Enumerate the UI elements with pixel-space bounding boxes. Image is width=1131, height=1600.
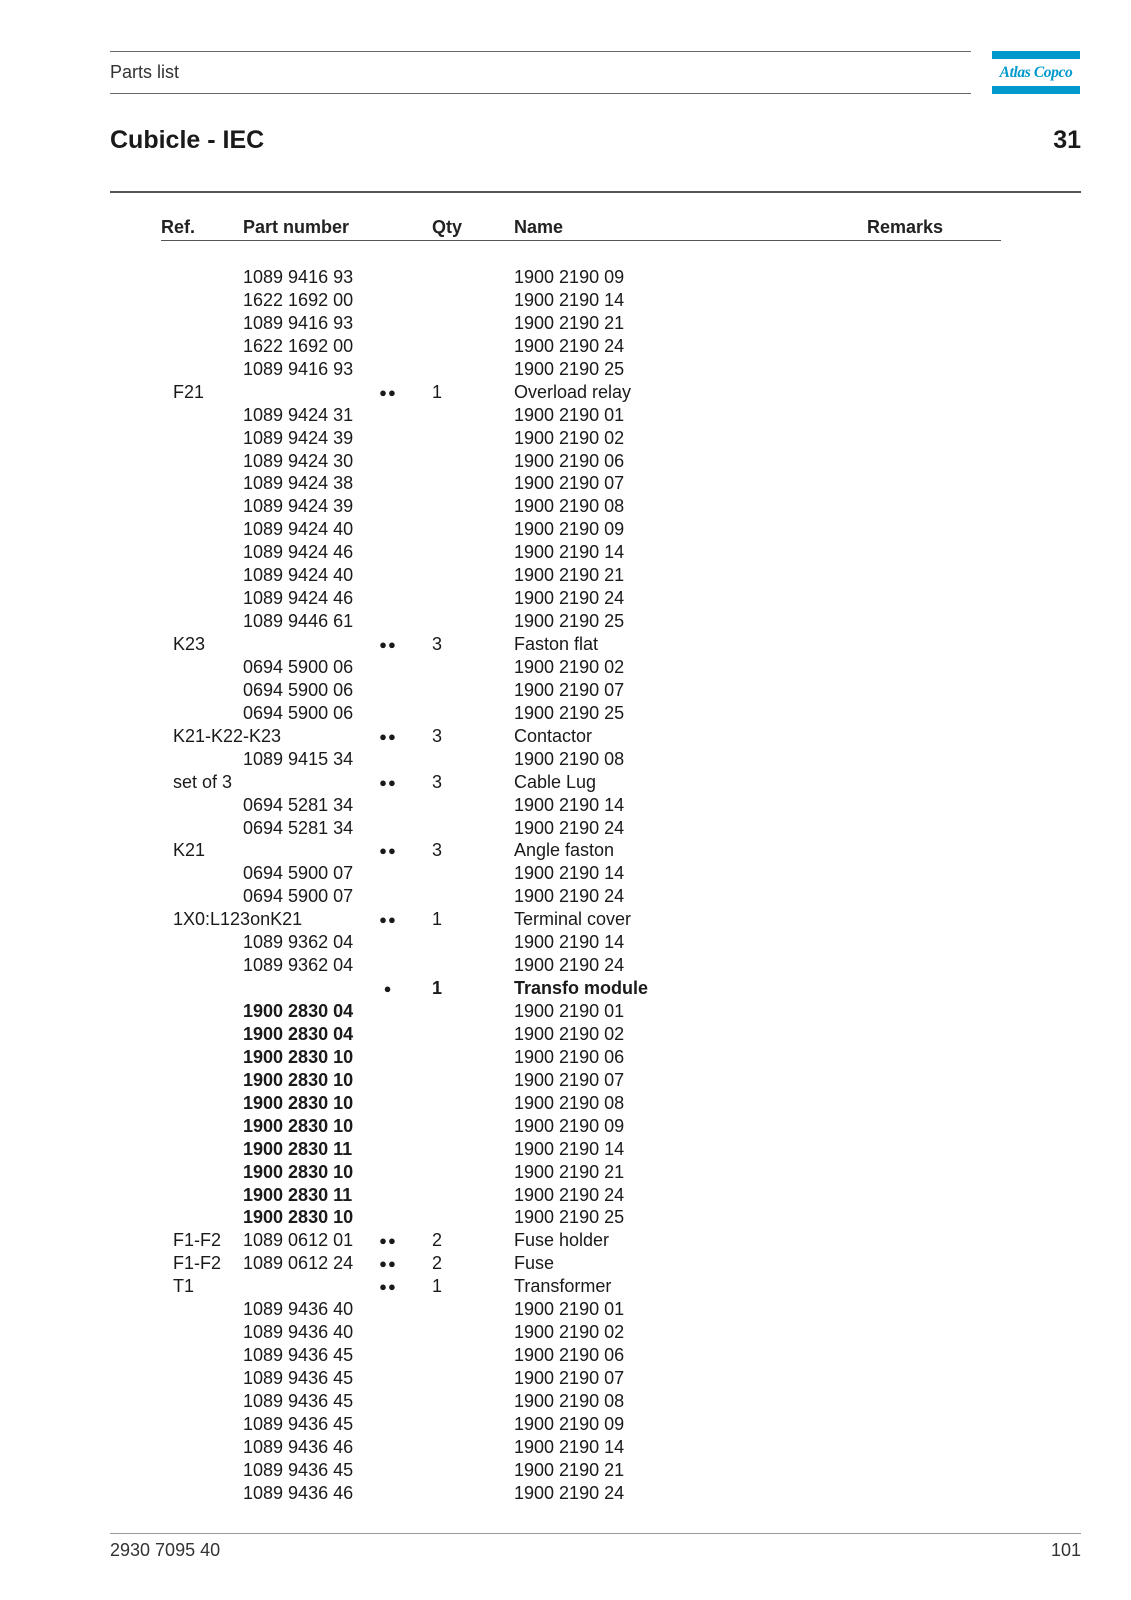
table-row [0, 839, 1131, 862]
table-row [0, 1023, 1131, 1046]
name-cell: Transfo module [514, 978, 649, 999]
interchangeability-marker: ●● [379, 728, 397, 744]
name-cell: 1900 2190 25 [514, 611, 625, 632]
logo-top-bar [992, 51, 1080, 59]
part-number-cell: 1089 9362 04 [243, 932, 354, 953]
table-row [0, 564, 1131, 587]
table-row [0, 450, 1131, 473]
table-row [0, 541, 1131, 564]
name-cell: 1900 2190 01 [514, 404, 625, 425]
part-number-cell: 1089 9424 40 [243, 565, 354, 586]
part-number-cell: 1089 9416 93 [243, 358, 354, 379]
table-row [0, 931, 1131, 954]
part-number-cell: 1089 9436 45 [243, 1345, 354, 1366]
part-number-cell: 1900 2830 04 [243, 1001, 354, 1021]
table-row [0, 289, 1131, 312]
table-row [0, 1344, 1131, 1367]
part-number-cell: 1622 1692 00 [243, 335, 354, 356]
part-number-cell: 1900 2830 11 [243, 1184, 353, 1205]
name-cell: 1900 2190 09 [514, 267, 625, 287]
name-cell: 1900 2190 07 [514, 1368, 625, 1388]
ref-cell: F1-F2 [173, 1230, 222, 1251]
name-cell: 1900 2190 24 [514, 1184, 625, 1205]
ref-cell: set of 3 [173, 771, 233, 792]
table-row [0, 1092, 1131, 1115]
document-number: 2930 7095 40 [110, 1540, 221, 1560]
footer-rule [110, 1533, 1081, 1534]
table-row [0, 702, 1131, 725]
name-cell: 1900 2190 02 [514, 1023, 625, 1044]
table-row [0, 335, 1131, 358]
column-header-name: Name [514, 217, 564, 237]
ref-cell: F21 [173, 381, 205, 402]
table-row [0, 1413, 1131, 1436]
table-row [0, 633, 1131, 656]
name-cell: 1900 2190 09 [514, 519, 625, 540]
table-row [0, 1275, 1131, 1298]
table-row [0, 1206, 1131, 1229]
name-cell: 1900 2190 06 [514, 450, 625, 471]
ref-cell: K21-K22-K23 [173, 725, 282, 746]
part-number-cell: 1622 1692 00 [243, 289, 354, 310]
table-row [0, 472, 1131, 495]
part-number-cell: 1900 2830 11 [243, 1138, 353, 1159]
table-row [0, 1000, 1131, 1023]
header-bottom-rule [110, 93, 971, 94]
name-cell: Angle faston [514, 840, 615, 861]
name-cell: Fuse [514, 1253, 555, 1274]
part-number-cell: 1089 9424 38 [243, 473, 354, 494]
name-cell: 1900 2190 25 [514, 1207, 625, 1228]
page-number: 101 [1050, 1540, 1081, 1560]
column-header-ref: Ref. [161, 217, 196, 237]
part-number-cell: 1089 9436 45 [243, 1413, 354, 1434]
name-cell: 1900 2190 06 [514, 1046, 625, 1067]
interchangeability-marker: ●● [379, 774, 397, 790]
table-row [0, 1298, 1131, 1321]
name-cell: 1900 2190 24 [514, 335, 625, 356]
interchangeability-marker: ●● [379, 1233, 397, 1249]
part-number-cell: 1089 9416 93 [243, 312, 354, 333]
name-cell: Contactor [514, 725, 593, 746]
ref-cell: K23 [173, 634, 206, 654]
table-row [0, 358, 1131, 381]
interchangeability-marker: ●● [379, 637, 397, 652]
part-number-cell: 0694 5900 07 [243, 886, 354, 907]
table-row [0, 1161, 1131, 1184]
interchangeability-marker: ● [383, 981, 393, 997]
table-row [0, 977, 1131, 1000]
column-header-rule [161, 240, 1001, 241]
part-number-cell: 1089 9436 45 [243, 1390, 354, 1411]
name-cell: 1900 2190 25 [514, 702, 625, 723]
name-cell: Transformer [514, 1276, 612, 1297]
part-number-cell: 1089 9436 45 [243, 1368, 354, 1388]
interchangeability-marker: ●● [379, 1256, 397, 1272]
column-header-qty: Qty [432, 217, 463, 237]
table-row [0, 1184, 1131, 1207]
part-number-cell: 1089 9424 39 [243, 427, 354, 448]
name-cell: 1900 2190 14 [514, 1138, 625, 1159]
table-row [0, 427, 1131, 450]
name-cell: 1900 2190 24 [514, 588, 625, 609]
interchangeability-marker: ●● [379, 384, 397, 400]
column-header-part-number: Part number [243, 217, 350, 237]
page-title: Cubicle - IEC [110, 126, 265, 154]
name-cell: 1900 2190 14 [514, 794, 625, 815]
name-cell: 1900 2190 07 [514, 473, 625, 494]
qty-cell: 1 [432, 978, 443, 999]
part-number-cell: 0694 5900 06 [243, 702, 354, 723]
part-number-cell: 1089 9362 04 [243, 955, 354, 976]
atlas-copco-logo [992, 51, 1080, 94]
part-number-cell: 1900 2830 10 [243, 1092, 354, 1113]
name-cell: 1900 2190 06 [514, 1345, 625, 1366]
table-row [0, 1115, 1131, 1138]
qty-cell: 3 [432, 634, 443, 654]
ref-cell: 1X0:L123onK21 [173, 909, 303, 930]
column-header-remarks: Remarks [867, 217, 944, 237]
table-row [0, 610, 1131, 633]
part-number-cell: 0694 5281 34 [243, 817, 354, 838]
table-row [0, 679, 1131, 702]
part-number-cell: 1089 9436 45 [243, 1459, 354, 1480]
part-number-cell: 0694 5900 06 [243, 656, 354, 677]
table-row [0, 771, 1131, 794]
qty-cell: 1 [432, 909, 443, 930]
name-cell: 1900 2190 08 [514, 496, 625, 517]
part-number-cell: 1089 9436 40 [243, 1299, 354, 1320]
name-cell: Cable Lug [514, 771, 597, 792]
part-number-cell: 1089 9436 46 [243, 1436, 354, 1457]
part-number-cell: 1089 9424 46 [243, 588, 354, 609]
name-cell: 1900 2190 25 [514, 358, 625, 379]
part-number-cell: 1089 9436 46 [243, 1482, 354, 1503]
qty-cell: 3 [432, 725, 443, 746]
table-row [0, 908, 1131, 931]
logo-text: Atlas Copco [999, 64, 1073, 81]
part-number-cell: 1900 2830 10 [243, 1115, 354, 1136]
part-number-cell: 1900 2830 10 [243, 1069, 354, 1090]
table-row [0, 954, 1131, 977]
name-cell: 1900 2190 02 [514, 656, 625, 677]
table-row [0, 1046, 1131, 1069]
part-number-cell: 1089 9416 93 [243, 267, 354, 287]
name-cell: 1900 2190 24 [514, 1482, 625, 1503]
ref-cell: F1-F2 [173, 1253, 222, 1274]
table-row [0, 1436, 1131, 1459]
table-row [0, 817, 1131, 840]
name-cell: 1900 2190 14 [514, 932, 625, 953]
name-cell: 1900 2190 07 [514, 679, 625, 700]
part-number-cell: 0694 5281 34 [243, 794, 354, 815]
table-row [0, 885, 1131, 908]
name-cell: 1900 2190 08 [514, 1390, 625, 1411]
title-rule [110, 191, 1081, 193]
table-row [0, 266, 1131, 289]
name-cell: 1900 2190 08 [514, 748, 625, 769]
part-number-cell: 1089 9415 34 [243, 748, 354, 769]
part-number-cell: 1089 9424 46 [243, 542, 354, 563]
table-row [0, 1321, 1131, 1344]
part-number-cell: 1089 0612 01 [243, 1230, 354, 1251]
name-cell: 1900 2190 09 [514, 1115, 625, 1136]
name-cell: 1900 2190 24 [514, 955, 625, 976]
section-number: 31 [1053, 126, 1081, 154]
name-cell: 1900 2190 21 [514, 1459, 625, 1480]
table-row [0, 381, 1131, 404]
name-cell: 1900 2190 21 [514, 565, 625, 586]
name-cell: 1900 2190 07 [514, 1069, 625, 1090]
table-row [0, 587, 1131, 610]
table-row [0, 1069, 1131, 1092]
ref-cell: K21 [173, 840, 206, 861]
interchangeability-marker: ●● [379, 912, 397, 928]
part-number-cell: 1089 9424 30 [243, 450, 354, 471]
part-number-cell: 1089 0612 24 [243, 1253, 354, 1274]
part-number-cell: 1089 9436 40 [243, 1322, 354, 1343]
name-cell: 1900 2190 02 [514, 427, 625, 448]
part-number-cell: 1900 2830 10 [243, 1046, 354, 1067]
table-row [0, 656, 1131, 679]
name-cell: 1900 2190 21 [514, 312, 625, 333]
table-row [0, 495, 1131, 518]
name-cell: Fuse holder [514, 1230, 610, 1251]
table-row [0, 1138, 1131, 1161]
parts-table [0, 266, 1131, 1505]
name-cell: Faston flat [514, 634, 599, 654]
table-row [0, 1482, 1131, 1505]
part-number-cell: 1900 2830 04 [243, 1023, 354, 1044]
name-cell: 1900 2190 14 [514, 863, 625, 884]
table-row [0, 1367, 1131, 1390]
table-row [0, 862, 1131, 885]
qty-cell: 2 [432, 1253, 443, 1274]
table-row [0, 1459, 1131, 1482]
interchangeability-marker: ●● [379, 1279, 397, 1295]
name-cell: 1900 2190 01 [514, 1299, 625, 1320]
table-row [0, 518, 1131, 541]
table-row [0, 404, 1131, 427]
part-number-cell: 1089 9446 61 [243, 611, 354, 632]
table-row [0, 1229, 1131, 1252]
name-cell: 1900 2190 14 [514, 289, 625, 310]
qty-cell: 3 [432, 771, 443, 792]
header-label: Parts list [110, 62, 180, 82]
name-cell: Terminal cover [514, 909, 632, 930]
table-row [0, 1252, 1131, 1275]
qty-cell: 2 [432, 1230, 443, 1251]
table-row [0, 794, 1131, 817]
logo-bottom-bar [992, 86, 1080, 94]
name-cell: 1900 2190 24 [514, 817, 625, 838]
part-number-cell: 1900 2830 10 [243, 1161, 354, 1182]
header-top-rule [110, 51, 971, 52]
name-cell: Overload relay [514, 381, 632, 402]
name-cell: 1900 2190 02 [514, 1322, 625, 1343]
name-cell: 1900 2190 21 [514, 1161, 625, 1182]
part-number-cell: 0694 5900 06 [243, 679, 354, 700]
part-number-cell: 1089 9424 31 [243, 404, 354, 425]
name-cell: 1900 2190 01 [514, 1001, 625, 1021]
qty-cell: 1 [432, 381, 443, 402]
table-row [0, 1390, 1131, 1413]
name-cell: 1900 2190 09 [514, 1413, 625, 1434]
qty-cell: 3 [432, 840, 443, 861]
table-row [0, 725, 1131, 748]
part-number-cell: 1089 9424 40 [243, 519, 354, 540]
table-row [0, 748, 1131, 771]
part-number-cell: 1089 9424 39 [243, 496, 354, 517]
qty-cell: 1 [432, 1276, 443, 1297]
name-cell: 1900 2190 08 [514, 1092, 625, 1113]
part-number-cell: 0694 5900 07 [243, 863, 354, 884]
table-row [0, 312, 1131, 335]
name-cell: 1900 2190 24 [514, 886, 625, 907]
name-cell: 1900 2190 14 [514, 1436, 625, 1457]
part-number-cell: 1900 2830 10 [243, 1207, 354, 1228]
ref-cell: T1 [173, 1276, 195, 1297]
interchangeability-marker: ●● [379, 843, 397, 859]
name-cell: 1900 2190 14 [514, 542, 625, 563]
